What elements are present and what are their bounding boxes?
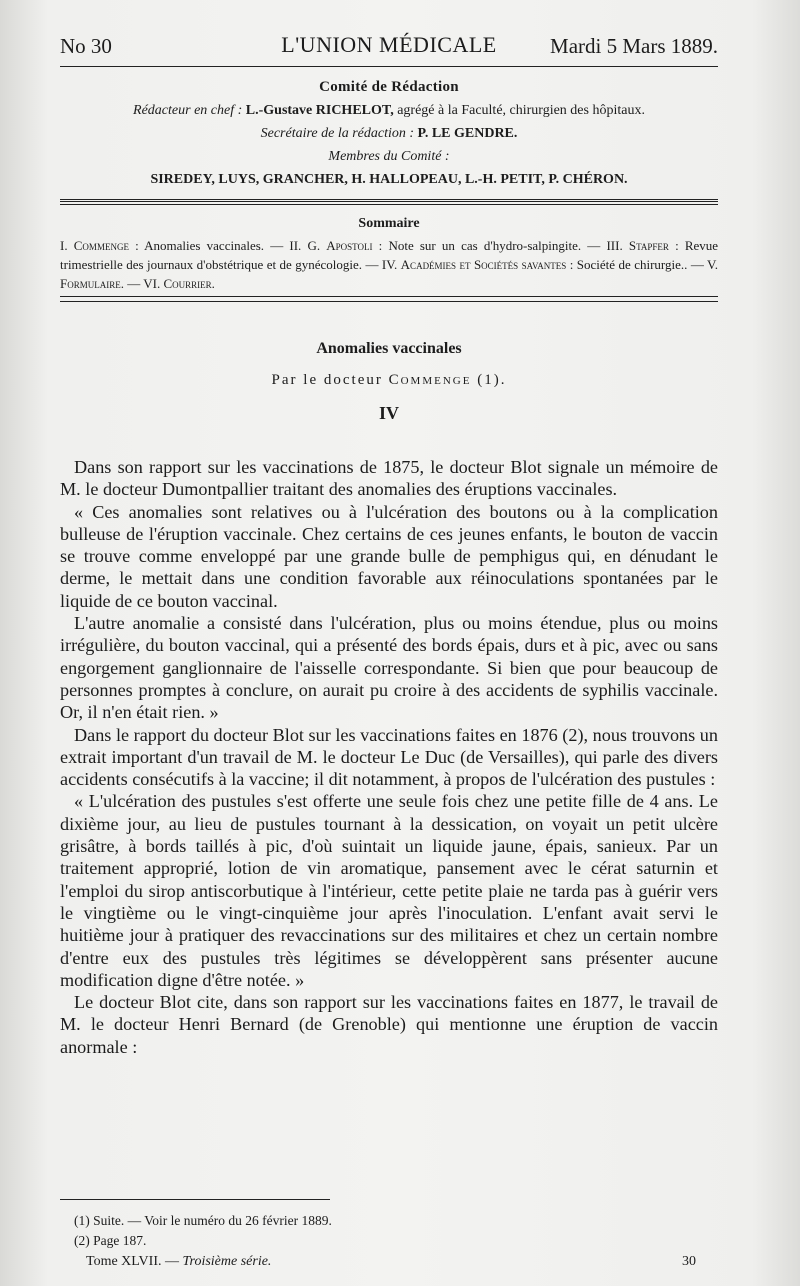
- summary-item: : Note sur un cas d'hydro-salpingite. — III.: [378, 238, 623, 253]
- members-label: Membres du Comité :: [328, 149, 450, 164]
- summary-section: Courrier: [163, 276, 212, 291]
- summary-rule: [60, 296, 718, 297]
- summary-item: .: [211, 276, 215, 291]
- issue-number: No 30: [60, 34, 112, 58]
- members-names: SIREDEY, LUYS, GRANCHER, H. HALLOPEAU, L.-H. PETIT, P. CHÉRON.: [150, 172, 628, 187]
- footnote-rule: [60, 1199, 330, 1200]
- journal-title: L'UNION MÉDICALE: [281, 32, 497, 57]
- committee-title: Comité de Rédaction: [319, 79, 459, 95]
- editorial-committee: [60, 76, 718, 191]
- committee-rule-thin: [60, 204, 718, 205]
- summary-author: Commenge: [73, 238, 129, 253]
- running-header: [60, 30, 718, 60]
- editor-role: agrégé à la Faculté, chirurgien des hôpitaux.: [397, 103, 645, 118]
- page-footer: [86, 1254, 696, 1270]
- part-number: IV: [378, 403, 399, 423]
- paragraph: « Ces anomalies sont relatives ou à l'ulcération des boutons ou à la complication bulleuse de l'éruption vaccinale. Chez certains de ces jeunes enfants, le bouton de vaccin se trouve comme enveloppé par une grande bulle de pemphigus qui, en dénudant le derme, le mettait dans une condition favorable aux réinoculations spontanées par le liquide de ce bouton vaccinal.: [60, 501, 718, 611]
- editor-line: [60, 99, 718, 122]
- article-title: Anomalies vaccinales: [316, 340, 462, 357]
- summary-title: Sommaire: [358, 216, 420, 231]
- page-number: 30: [682, 1254, 696, 1269]
- issue-date: Mardi 5 Mars 1889.: [550, 34, 718, 58]
- paragraph: Dans son rapport sur les vaccinations de 1875, le docteur Blot signale un mémoire de M. le docteur Dumontpallier traitant des anomalies des éruptions vaccinales.: [60, 457, 718, 500]
- summary-item: : Société de chirurgie.. — V.: [569, 257, 719, 272]
- volume-label: Tome XLVII. —: [86, 1254, 179, 1269]
- summary-rule-2: [60, 301, 718, 302]
- summary-num: II. G.: [289, 238, 321, 253]
- article-heading: [60, 340, 718, 424]
- summary-num: I.: [60, 238, 68, 253]
- byline-author: Commenge: [388, 372, 472, 388]
- secretary-name: P. LE GENDRE.: [417, 126, 518, 141]
- editor-label: Rédacteur en chef :: [133, 103, 243, 118]
- summary-box: [60, 214, 718, 293]
- summary-item: : Revue trimestrielle des journaux d'obstétrique et de gynécologie. — IV.: [60, 238, 719, 272]
- paragraph: Le docteur Blot cite, dans son rapport sur les vaccinations faites en 1877, le travail de M. le docteur Henri Bernard (de Grenoble) qui mentionne une éruption de vaccin anormale :: [60, 992, 718, 1057]
- footnotes: [74, 1211, 718, 1251]
- byline-footnote-ref: (1).: [477, 372, 507, 388]
- summary-item: . — VI.: [120, 276, 161, 291]
- summary-section: Formulaire: [60, 276, 121, 291]
- paragraph: L'autre anomalie a consisté dans l'ulcération, plus ou moins étendue, plus ou moins irrégulière, du bouton vaccinal, qui a présenté des bords épais, durs et à pic, avec ou sans engorgement ganglionnaire de l'aisselle correspondante. Si bien que pour beaucoup de personnes promptes à conclure, on aurait pu croire à des accidents de syphilis vaccinale. Or, il n'en était rien. »: [60, 613, 718, 723]
- members-label-line: [60, 145, 718, 168]
- summary-text: [60, 236, 718, 293]
- footnote: (1) Suite. — Voir le numéro du 26 février 1889.: [74, 1213, 332, 1228]
- series-label: Troisième série.: [182, 1254, 272, 1269]
- editor-name: L.-Gustave RICHELOT,: [245, 103, 394, 118]
- header-rule: [60, 66, 718, 67]
- summary-section: Académies et Sociétés savantes: [400, 257, 567, 272]
- secretary-line: [60, 122, 718, 145]
- paragraph: Dans le rapport du docteur Blot sur les vaccinations faites en 1876 (2), nous trouvons un extrait important d'un travail de M. le docteur Le Duc (de Versailles), qui parle des divers accidents consécutifs à la vaccine; il dit notamment, à propos de l'ulcération des pustules :: [60, 724, 718, 790]
- paragraph: « L'ulcération des pustules s'est offerte une seule fois chez une petite fille de 4 ans. Le dixième jour, au lieu de pustules tournant à la dessication, on voyait un petit ulcère grisâtre, à bords taillés à pic, d'où suintait un liquide jaune, épais, sanieux. Par un traitement approprié, lotion de vin aromatique, pansement avec le cérat saturnin et l'emploi du sirop antiscorbutique à l'intérieur, cette petite plaie ne tarda pas à guérir vers le vingtième ou le vingt-cinquième jour après l'inoculation. L'enfant avait servi le huitième jour à pratiquer des revaccinations sur des militaires et chez un certain nombre d'entre eux des pustules très légitimes se développèrent sans présenter aucune modification digne d'être notée. »: [60, 791, 718, 990]
- article-body: [60, 456, 718, 1058]
- committee-rule: [60, 199, 718, 202]
- byline-prefix: Par le docteur: [271, 372, 383, 388]
- summary-item: : Anomalies vaccinales. —: [135, 238, 284, 253]
- secretary-label: Secrétaire de la rédaction :: [260, 126, 415, 141]
- footnote: (2) Page 187.: [74, 1233, 147, 1248]
- article-byline: [60, 372, 718, 389]
- summary-author: Apostoli: [326, 238, 373, 253]
- summary-author: Stapfer: [628, 238, 669, 253]
